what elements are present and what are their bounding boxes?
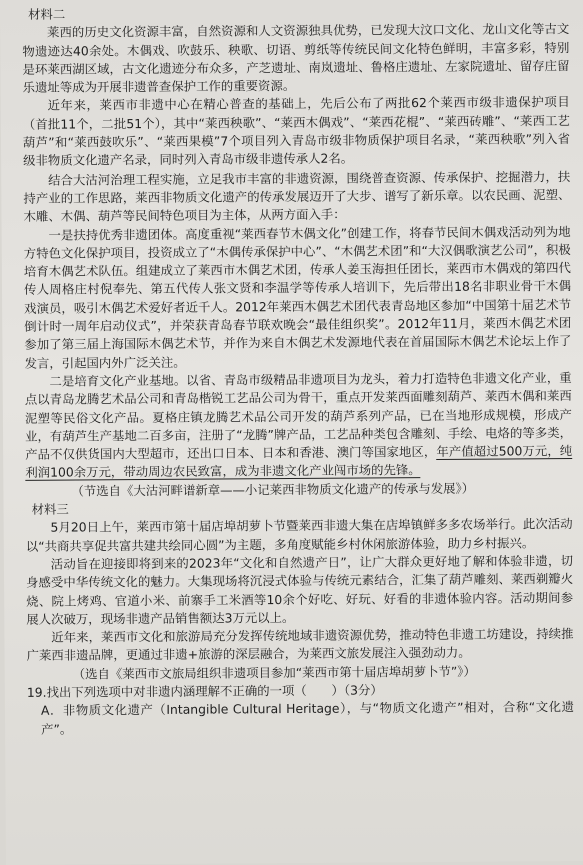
paragraph-industry-base bbox=[25, 369, 573, 483]
paragraph-approach: 结合大沽河治理工程实施，立足我市丰富的非遗资源，围绕普查资源、传承保护、挖掘潜力，扶持产业的工作思路，莱西非物质文化遗产的传承发展迈开了大步、谱写了新乐章。以农民画、泥塑、木雕、木偶、葫芦等民间特色项目为主体，从两方面入手： bbox=[23, 168, 571, 225]
paragraph-projects: 近年来，莱西市非遗中心在精心普查的基础上，先后公布了两批62个莱西市级非遗保护项目（首批11个，二批51个），其中“莱西秧歌”、“莱西木偶戏”、“莱西花棍”、“莱西砖雕”、“莱西工艺葫芦”和“莱西鼓吹乐”、“莱西果模”7个项目列入青岛市级非物质保护项目名录，“莱西秧歌”列入省级非物质文化遗产名录，同时列入青岛市级非遗传承人2名。 bbox=[22, 94, 571, 169]
paragraph-puppet-troupe: 一是扶持优秀非遗团体。高度重视“莱西春节木偶文化”创建工作，将春节民间木偶戏活动列为地方特色文化保护项目，投资成立了“木偶传承保护中心”、“木偶艺术团”和“大汉偶歌演艺公司”，积极培育木偶艺术队伍。组建成立了莱西市木偶艺术团，传承人姜玉海担任团长，莱西市木偶戏的第四代传人周格庄村倪奉先、第五代传人张文贤和李温学等传承人培训下，先后带出18名非职业骨干木偶戏演员，吸引木偶艺术爱好者近千人。2012年莱西木偶艺术团代表青岛地区参加“中国第十届艺术节倒计时一周年启动仪式”，并荣获青岛春节联欢晚会“最佳组织奖”。2012年11月，莱西木偶艺术团参加了第三届上海国际木偶艺术节，并作为来自木偶艺术发源地代表在首届国际木偶艺术论坛上作了发言，引起国内外广泛关注。 bbox=[23, 223, 572, 371]
paragraph-carrot-festival: 5月20日上午，莱西市第十届店埠胡萝卜节暨莱西非遗大集在店埠镇鲜多多农场举行。此次活动以“共商共享促共富共建共绘同心圆”为主题，多角度赋能乡村休闲旅游体验，助力乡村振兴。 bbox=[25, 516, 573, 554]
section-title-material-3: 材料三 bbox=[31, 501, 69, 517]
paragraph-history: 莱西的历史文化资源丰富，自然资源和人文资源独具优势，已发现大汶口文化、龙山文化等古文物遗迹达40余处。木偶戏、吹鼓乐、秧歌、切语、剪纸等传统民间文化特色鲜明，丰富多彩，特别是环莱西湖区域，古文化遗迹分布众多，产芝遗址、南岚遗址、鲁格庄遗址、左家院遗址、留存庄留乐遗址等成为开展非遗普查保护工作的重要资源。 bbox=[22, 21, 570, 96]
paragraph-heritage-day: 活动旨在迎接即将到来的2023年“文化和自然遗产日”，让广大群众更好地了解和体验非遗，切身感受中华传统文化的魅力。大集现场将沉浸式体验与传统元素结合，汇集了葫芦雕刻、莱西剃瓣火烧、院上烤鸡、官道小米、前寨手工米酒等10余个好吃、好玩、好看的非遗体验内容。活动期间参展人次破万，现场非遗产品销售额达3万元以上。 bbox=[26, 552, 574, 627]
paragraph-tourism: 近年来，莱西市文化和旅游局充分发挥传统地域非遗资源优势，推动特色非遗工坊建设，持续推广莱西非遗品牌，更通过非遗+旅游的深层融合，为莱西文旅发展注入强劲动力。 bbox=[26, 626, 574, 664]
option-a: A．非物质文化遗产（Intangible Cultural Heritage），与“物质文化遗产”相对，合称“文化遗产”。 bbox=[40, 699, 575, 737]
source-note-2: （选自《莱西市文旅局组织非遗项目参加“莱西市第十届店埠胡萝卜节”》） bbox=[72, 663, 476, 682]
source-note-1: （节选自《大沽河畔谱新章——小记莱西非物质文化遗产的传承与发展》） bbox=[71, 480, 475, 499]
underlined-sentence: 年产值超过500万元，纯利润100余万元，带动周边农民致富，成为非遗文化产业闯市场的先锋。 bbox=[25, 443, 573, 481]
section-title-material-2: 材料二 bbox=[28, 6, 66, 22]
question-19: 19.找出下列选项中对非遗内涵理解不正确的一项（ ）（3分） bbox=[26, 682, 383, 700]
industry-text: 二是培育文化产业基地。以省、青岛市级精品非遗项目为龙头，着力打造特色非遗文化产业，重点以青岛龙腾艺术品公司和青岛楷锐工艺品公司为骨干，重点开发莱西面雕刻葫芦、莱西木偶和莱西泥塑等民俗文化产品。夏格庄镇龙腾艺术品公司开发的葫芦系列产品，已在当地形成规模，形成产业，有葫芦生产基地二百多亩，注册了“龙腾”牌产品，工艺品种类包含雕刻、手绘、电烙的等多类，产品不仅供货国内大型超市，还出口日本、日本和香港、澳门等国家地区， bbox=[24, 369, 573, 462]
